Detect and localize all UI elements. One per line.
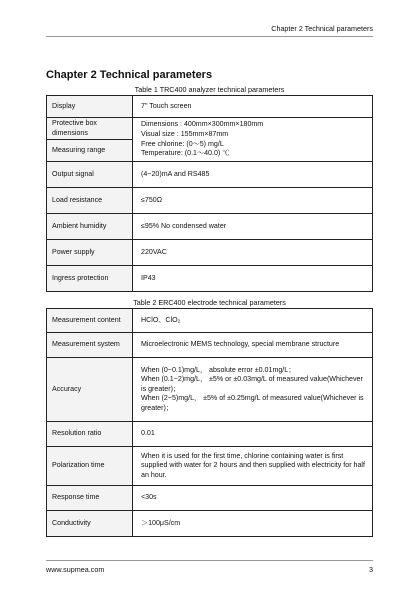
table-row [47,162,373,188]
param-label: Measuring range [47,140,133,162]
param-label: Conductivity [47,511,133,537]
table2-erc400-parameters [46,308,373,537]
value-line: Visual size : 155mm×87mm [141,130,229,138]
param-label: Protective box dimensions [47,118,133,140]
param-label: Measurement content [47,309,133,333]
table1-caption: Table 1 TRC400 analyzer technical parameters [134,85,285,94]
table-row [47,333,373,358]
param-label: Display [47,96,133,118]
param-value: IP43 [133,266,373,292]
table-row [47,511,373,537]
param-value [133,118,373,162]
value-line: When (0~0.1)mg/L， absolute error ±0.01mg/L； [141,365,296,374]
table-row [47,214,373,240]
table-row [47,96,373,118]
param-value: HClO、ClO₂ [133,309,373,333]
table-row [47,266,373,292]
value-line: When (0.1~2)mg/L， ±5% or ±0.03mg/L of measured value(Whichever is greater)； [141,375,363,393]
footer-divider [46,560,373,561]
page-number: 3 [369,565,373,574]
footer-website: www.supmea.com [46,565,105,574]
param-label: Measurement system [47,333,133,358]
param-value: 220VAC [133,240,373,266]
value-line: Free chlorine: (0～5) mg/L [141,139,224,148]
param-label: Load resistance [47,188,133,214]
param-label: Polarization time [47,447,133,486]
table2-caption: Table 2 ERC400 electrode technical parameters [133,298,286,307]
value-line: Temperature: (0.1～40.0) ℃ [141,149,230,158]
param-value: ＞100μS/cm [133,511,373,537]
table-row [47,188,373,214]
table1-trc400-parameters [46,95,373,292]
table-row [47,447,373,486]
param-label: Resolution ratio [47,422,133,447]
param-label: Ingress protection [47,266,133,292]
header-text: Chapter 2 Technical parameters [271,24,373,33]
param-label: Ambient humidity [47,214,133,240]
table-row [47,309,373,333]
param-label: Response time [47,486,133,511]
param-value: ≤750Ω [133,188,373,214]
param-value: When it is used for the first time, chlorine containing water is first supplied with water for 2 hours and then supplied with electricity for half an hour. [133,447,373,486]
table-row [47,358,373,422]
param-value: ≤95% No condensed water [133,214,373,240]
chapter-title: Chapter 2 Technical parameters [46,69,213,81]
param-value: 0.01 [133,422,373,447]
header-divider [46,36,373,37]
param-label: Output signal [47,162,133,188]
table-row [47,422,373,447]
table-row [47,240,373,266]
table-row [47,486,373,511]
param-value: (4~20)mA and RS485 [133,162,373,188]
value-line: When (2~5)mg/L， ±5% of ±0.25mg/L of measured value(Whichever is greater)； [141,394,364,412]
param-value: <30s [133,486,373,511]
param-value [133,358,373,422]
table-row [47,118,373,140]
value-line: Dimensions : 400mm×300mm×180mm [141,120,264,129]
param-value: Microelectronic MEMS technology, special membrane structure [133,333,373,358]
param-label: Accuracy [47,358,133,422]
param-value: 7" Touch screen [133,96,373,118]
param-label: Power supply [47,240,133,266]
